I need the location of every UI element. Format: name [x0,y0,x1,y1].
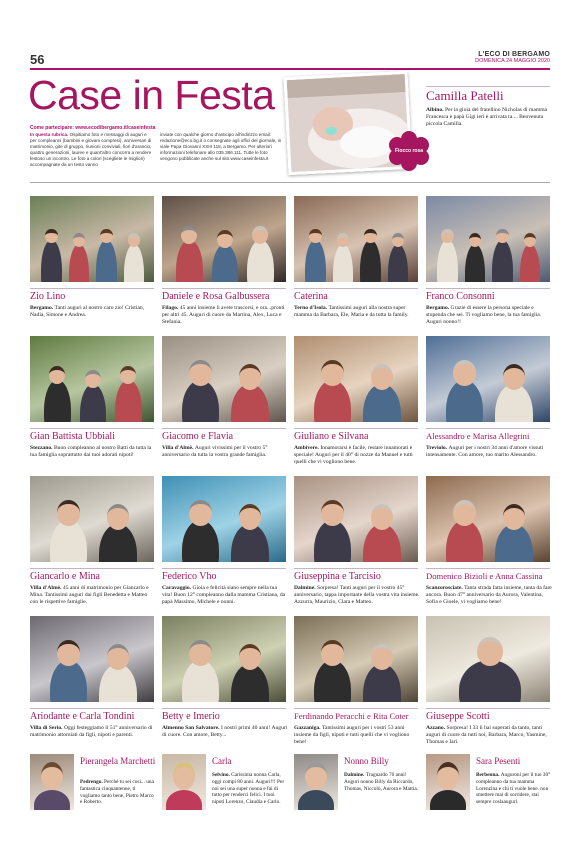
card-place: Terno d'Isola. [294,305,329,311]
intro-left [30,132,154,168]
card-message: Gioia e felicità siano sempre nella tua vita! Buon 12° compleanno dalla mamma Cristiana, da papà Massimo, Michele e nonni. [162,585,286,605]
portrait-message: Traguardo 70 anni! Auguri nonno Billy da Riccardo, Thomas, Niccolò, Aurora e Mattia. [344,772,418,792]
person-figure [231,664,268,702]
header-rule [30,68,550,70]
card-photo [162,476,286,562]
portrait-place: Pedrengo. [80,779,105,785]
hero-place: Albino. [426,107,445,113]
person-head [57,640,79,666]
person-head [469,233,481,247]
person-figure [437,240,458,282]
person-figure [360,240,381,282]
person-figure [363,524,400,562]
card-text [162,305,288,326]
card-name: Zio Lino [30,291,66,302]
card-message: Auguri vivissimi per il vostro 5° anniversario da tutta la vostra grande famiglia. [162,445,268,458]
portrait-photo [30,754,74,810]
card-name: Ariodante e Carla Tondini [30,711,135,722]
person-head [453,500,475,526]
card-text [294,445,420,466]
portrait-head [41,762,63,790]
card-message: 45 anni di matrimonio per Giancarlo e Mina. Tantissimi auguri dai figli Benedetta e Matteo con le rispettive famiglie. [30,585,149,605]
person-head [107,504,129,530]
person-head [524,233,536,247]
person-head [503,364,525,390]
portrait-head [173,762,195,790]
card-name: Giuliano e Silvana [294,431,369,442]
portrait-body [298,790,334,810]
card-name: Federico Vho [162,571,217,582]
person-figure [314,660,351,702]
person-head [453,360,475,386]
person-figure [363,664,400,702]
person-head [321,360,343,386]
person-figure [50,520,87,562]
card-message: 45 anni insieme li avete trascorsi, e ora...pronti per altri 45. Auguri di cuore da Martina, Alex, Luca e Stefania. [162,305,285,325]
card-photo [30,196,154,282]
card-rule [162,288,286,289]
person-figure [212,244,239,282]
card-text [294,585,420,606]
person-head [337,233,349,247]
person-figure [495,384,532,422]
person-figure [176,240,203,282]
card-text [162,445,288,459]
card-place: Caravaggio. [162,585,193,591]
portrait-place: Berbenna. [476,772,501,778]
person-figure [388,244,409,282]
person-head [128,233,140,247]
person-figure [182,660,219,702]
card-message: Tantissimi auguri per i vostri 53 anni insieme da figli, nipoti e tutti quelli che vi vogliono bene! [294,725,410,745]
person-head [217,230,233,248]
person-figure [314,380,351,422]
person-head [392,233,404,247]
card-text [162,725,288,739]
card-text [294,725,420,746]
person-figure [124,244,145,282]
card-rule [426,288,550,289]
intro-lead: In questa rubrica. [30,132,70,137]
section-title: Case in Festa [28,72,275,118]
card-place: Bergamo. [426,305,451,311]
person-figure [446,520,483,562]
person-figure [182,520,219,562]
portrait-text [476,772,552,806]
person-figure [182,380,219,422]
portrait-photo [294,754,338,810]
card-place: Filago. [162,305,180,311]
card-rule [426,708,550,709]
portrait-message: Carissima nonna Carla, oggi compi 80 anni. Auguri!!! Per noi sei una super nonna e fai di tutto per renderci felici. I tuoi nipoti Lorenzo, Claudia e Carlo. [212,772,285,806]
card-rule [30,288,154,289]
person-figure [44,380,71,422]
card-message: Tanti auguri al nostro caro zio! Cristian, Nadia, Simone e Andrea. [30,305,145,318]
card-name: Franco Consonni [426,291,495,302]
card-place: Almenno San Salvatore. [162,725,221,731]
card-rule [30,568,154,569]
person-head [239,364,261,390]
badge-label: Fiocco rosa [394,148,424,154]
card-photo [162,336,286,422]
card-photo [294,196,418,282]
person-head [371,504,393,530]
portrait-name: Pierangela Marchetti [80,756,156,766]
card-rule [162,708,286,709]
card-message: Sorpresa! I 33 li hai superati da tanto, tanti auguri di cuore da tutti noi, Barbara, Marco, Yasmine, Thomas e Iari. [426,725,547,745]
person-figure [69,244,90,282]
card-photo [162,196,286,282]
card-place: Villa di Serio. [30,725,64,731]
person-head [100,229,112,243]
card-photo [30,336,154,422]
issue-date: DOMENICA 24 MAGGIO 2020 [475,58,550,64]
person-figure [96,240,117,282]
portrait-photo [426,754,470,810]
card-name: Betty e Imerio [162,711,220,722]
intro-left-text: Ospitiamo foto e messaggi di auguri e per compleanni (bambini e giovani compresi), anniversari di matrimonio, gite di gruppo, riunioni conviviali, fiori d'arancio, quattro generazioni, lauree e quant'altro concorra a rendere festoso un incontro. Le foto a colori (scegliete le migliori) accompagnate da un testo vanno [30,132,152,167]
card-photo [426,196,550,282]
person-head [496,229,508,243]
portrait-text [80,779,156,806]
person-head [57,500,79,526]
card-name: Giancarlo e Mina [30,571,100,582]
person-figure [459,660,521,702]
portrait-body [166,790,202,810]
card-rule [426,568,550,569]
card-photo [294,336,418,422]
card-message: Oggi festeggiamo il 51° anniversario di matrimonio attorniati da figli, nipoti e parenti. [30,725,153,738]
person-figure [446,380,483,422]
person-head [189,640,211,666]
newspaper-name: L'ECO DI BERGAMO [478,51,550,58]
hero-rule [426,86,550,87]
hero-name: Camilla Patelli [426,88,504,103]
card-text [30,445,156,459]
person-figure [465,244,486,282]
card-text [30,725,156,739]
person-figure [99,664,136,702]
card-place: Bergamo. [30,305,55,311]
person-head [321,640,343,666]
card-photo [426,336,550,422]
card-name: Alessandro e Marisa Allegrini [426,431,530,441]
card-message: Innamorarsi è facile, restare innamorati è speciale! Auguri per il 40° di nozze da Manuel e tutti quelli che vi vogliono bene. [294,445,413,465]
hero-message: Per la gioia del fratellino Nicholas di mamma Francesca e papà Gigi ieri è arrivata ta.... Benvenuta piccola Camilla. [426,107,548,128]
section-divider [30,182,550,183]
portrait-body [34,790,70,810]
card-text [30,305,156,319]
person-head [239,504,261,530]
card-text [162,585,288,606]
card-name: Daniele e Rosa Galbussera [162,291,270,302]
person-head [49,366,65,384]
card-text [426,725,552,746]
card-message: Tanta strada fatta insieme, tanta da fare ancora. Buon 47° anniversario da Aurora, Valentina, Sofia e Gioele, vi vogliamo bene! [426,585,552,605]
person-figure [80,384,107,422]
card-place: Villa d'Almè. [162,445,195,451]
card-place: Gazzaniga. [294,725,322,731]
card-name: Giacomo e Flavia [162,431,234,442]
person-figure [314,520,351,562]
masthead [475,51,550,64]
card-rule [162,428,286,429]
card-name: Caterina [294,291,328,302]
card-photo [426,476,550,562]
person-figure [99,524,136,562]
person-figure [50,660,87,702]
person-figure [115,380,142,422]
person-head [441,229,453,243]
card-name: Ferdinando Peracchi e Rita Coter [294,711,409,721]
card-photo [294,476,418,562]
person-head [73,233,85,247]
person-head [107,644,129,670]
portrait-name: Sara Pesenti [476,756,521,766]
portrait-head [305,762,327,790]
card-place: Dalmine. [294,585,317,591]
card-place: Azzano. [426,725,447,731]
card-name: Gian Battista Ubbiali [30,431,115,442]
card-rule [294,568,418,569]
hero-text [426,107,552,129]
card-message: Buon compleanno al nostro Batti da tutta la tua famiglia soprattutto dai tuoi adorati nipoti! [30,445,152,458]
card-photo [30,616,154,702]
person-figure [363,384,400,422]
person-figure [231,524,268,562]
card-rule [30,708,154,709]
person-head [45,229,57,243]
card-photo [426,616,550,702]
portrait-name: Nonno Billy [344,756,389,766]
card-place: Stezzano. [30,445,54,451]
portrait-photo [162,754,206,810]
card-place: Villa d'Almè. [30,585,63,591]
portrait-message: Perché tu sei così... una fantastica cinquantenne, ti vogliamo tanto bene, Pietro Marco e Roberto. [80,779,154,806]
card-rule [294,288,418,289]
card-text [426,445,552,459]
card-rule [294,708,418,709]
card-rule [426,428,550,429]
person-head [181,226,197,244]
intro-right: inviate con qualche giorno d'anticipo all'indirizzo email: redazione@eco.bg.it o consegnate agli uffici del giornale, in viale Papa Giovanni XXIII 118, a Bergamo. Per ulteriori informazioni telefonare allo 035.386.111. Tutte le foto vengono pubblicate anche sul sito www.caseinfesta.it [160,132,282,161]
portrait-name: Carla [212,756,232,766]
card-rule [162,568,286,569]
card-name: Giuseppe Scotti [426,711,490,722]
person-head [503,504,525,530]
person-figure [305,240,326,282]
card-text [426,305,552,326]
card-message: Sorpresa! Tanti auguri per il vostro 45° anniversario, tappa importante della vostra vita insieme. Azzurra, Maurizio, Clara e Matteo. [294,585,420,605]
person-figure [247,240,274,282]
portrait-body [430,790,466,810]
person-head [85,370,101,388]
card-name: Giuseppina e Tarcisio [294,571,381,582]
card-message: Tantissimi auguri alla nostra super mamma da Barbara, Ele, Maria e da tutta la family. [294,305,409,318]
page-number: 56 [30,52,45,67]
card-place: Ambivere. [294,445,321,451]
card-place: Scanzorosciate. [426,585,465,591]
portrait-text [212,772,288,806]
card-text [30,585,156,606]
person-figure [41,240,62,282]
person-head [120,366,136,384]
card-message: Grazie di essere la persona speciale e stupenda che sei. Ti vogliamo bene, la tua famiglia. Auguri nonno!! [426,305,542,325]
card-place: Treviolo. [426,445,449,451]
person-head [364,229,376,243]
person-head [189,500,211,526]
person-head [371,364,393,390]
card-message: Auguri per i nostri 34 anni d'amore vissuti intensamente. Con amore, tuo marito Alessandro. [426,445,544,458]
portrait-message: Auguroni per il tuo 30° compleanno da tua mamma Lorenzina e chi ti vuole bene. non smettere mai di sorridere, stai sempre coslaaugurl. [476,772,551,806]
portrait-text [344,772,420,792]
card-rule [294,428,418,429]
portrait-place: Selvino. [212,772,232,778]
person-head [189,360,211,386]
person-figure [333,244,354,282]
card-text [294,305,420,319]
person-head [321,500,343,526]
person-head [252,226,268,244]
person-head [371,644,393,670]
person-figure [231,384,268,422]
card-rule [30,428,154,429]
portrait-head [437,762,459,790]
card-photo [294,616,418,702]
person-head [239,644,261,670]
card-text [426,585,552,606]
person-figure [520,244,541,282]
card-photo [162,616,286,702]
person-figure [492,240,513,282]
person-figure [495,524,532,562]
card-name: Domenico Bizioli e Anna Cassina [426,571,543,581]
portrait-place: Dalmine. [344,772,366,778]
person-head [309,229,321,243]
contact-link[interactable]: Come partecipare: www.ecodibergamo.it/caseinfesta [30,125,156,131]
card-photo [30,476,154,562]
card-message: I nostri primi 40 anni! Auguri di cuore. Con amore, Betty... [162,725,288,738]
